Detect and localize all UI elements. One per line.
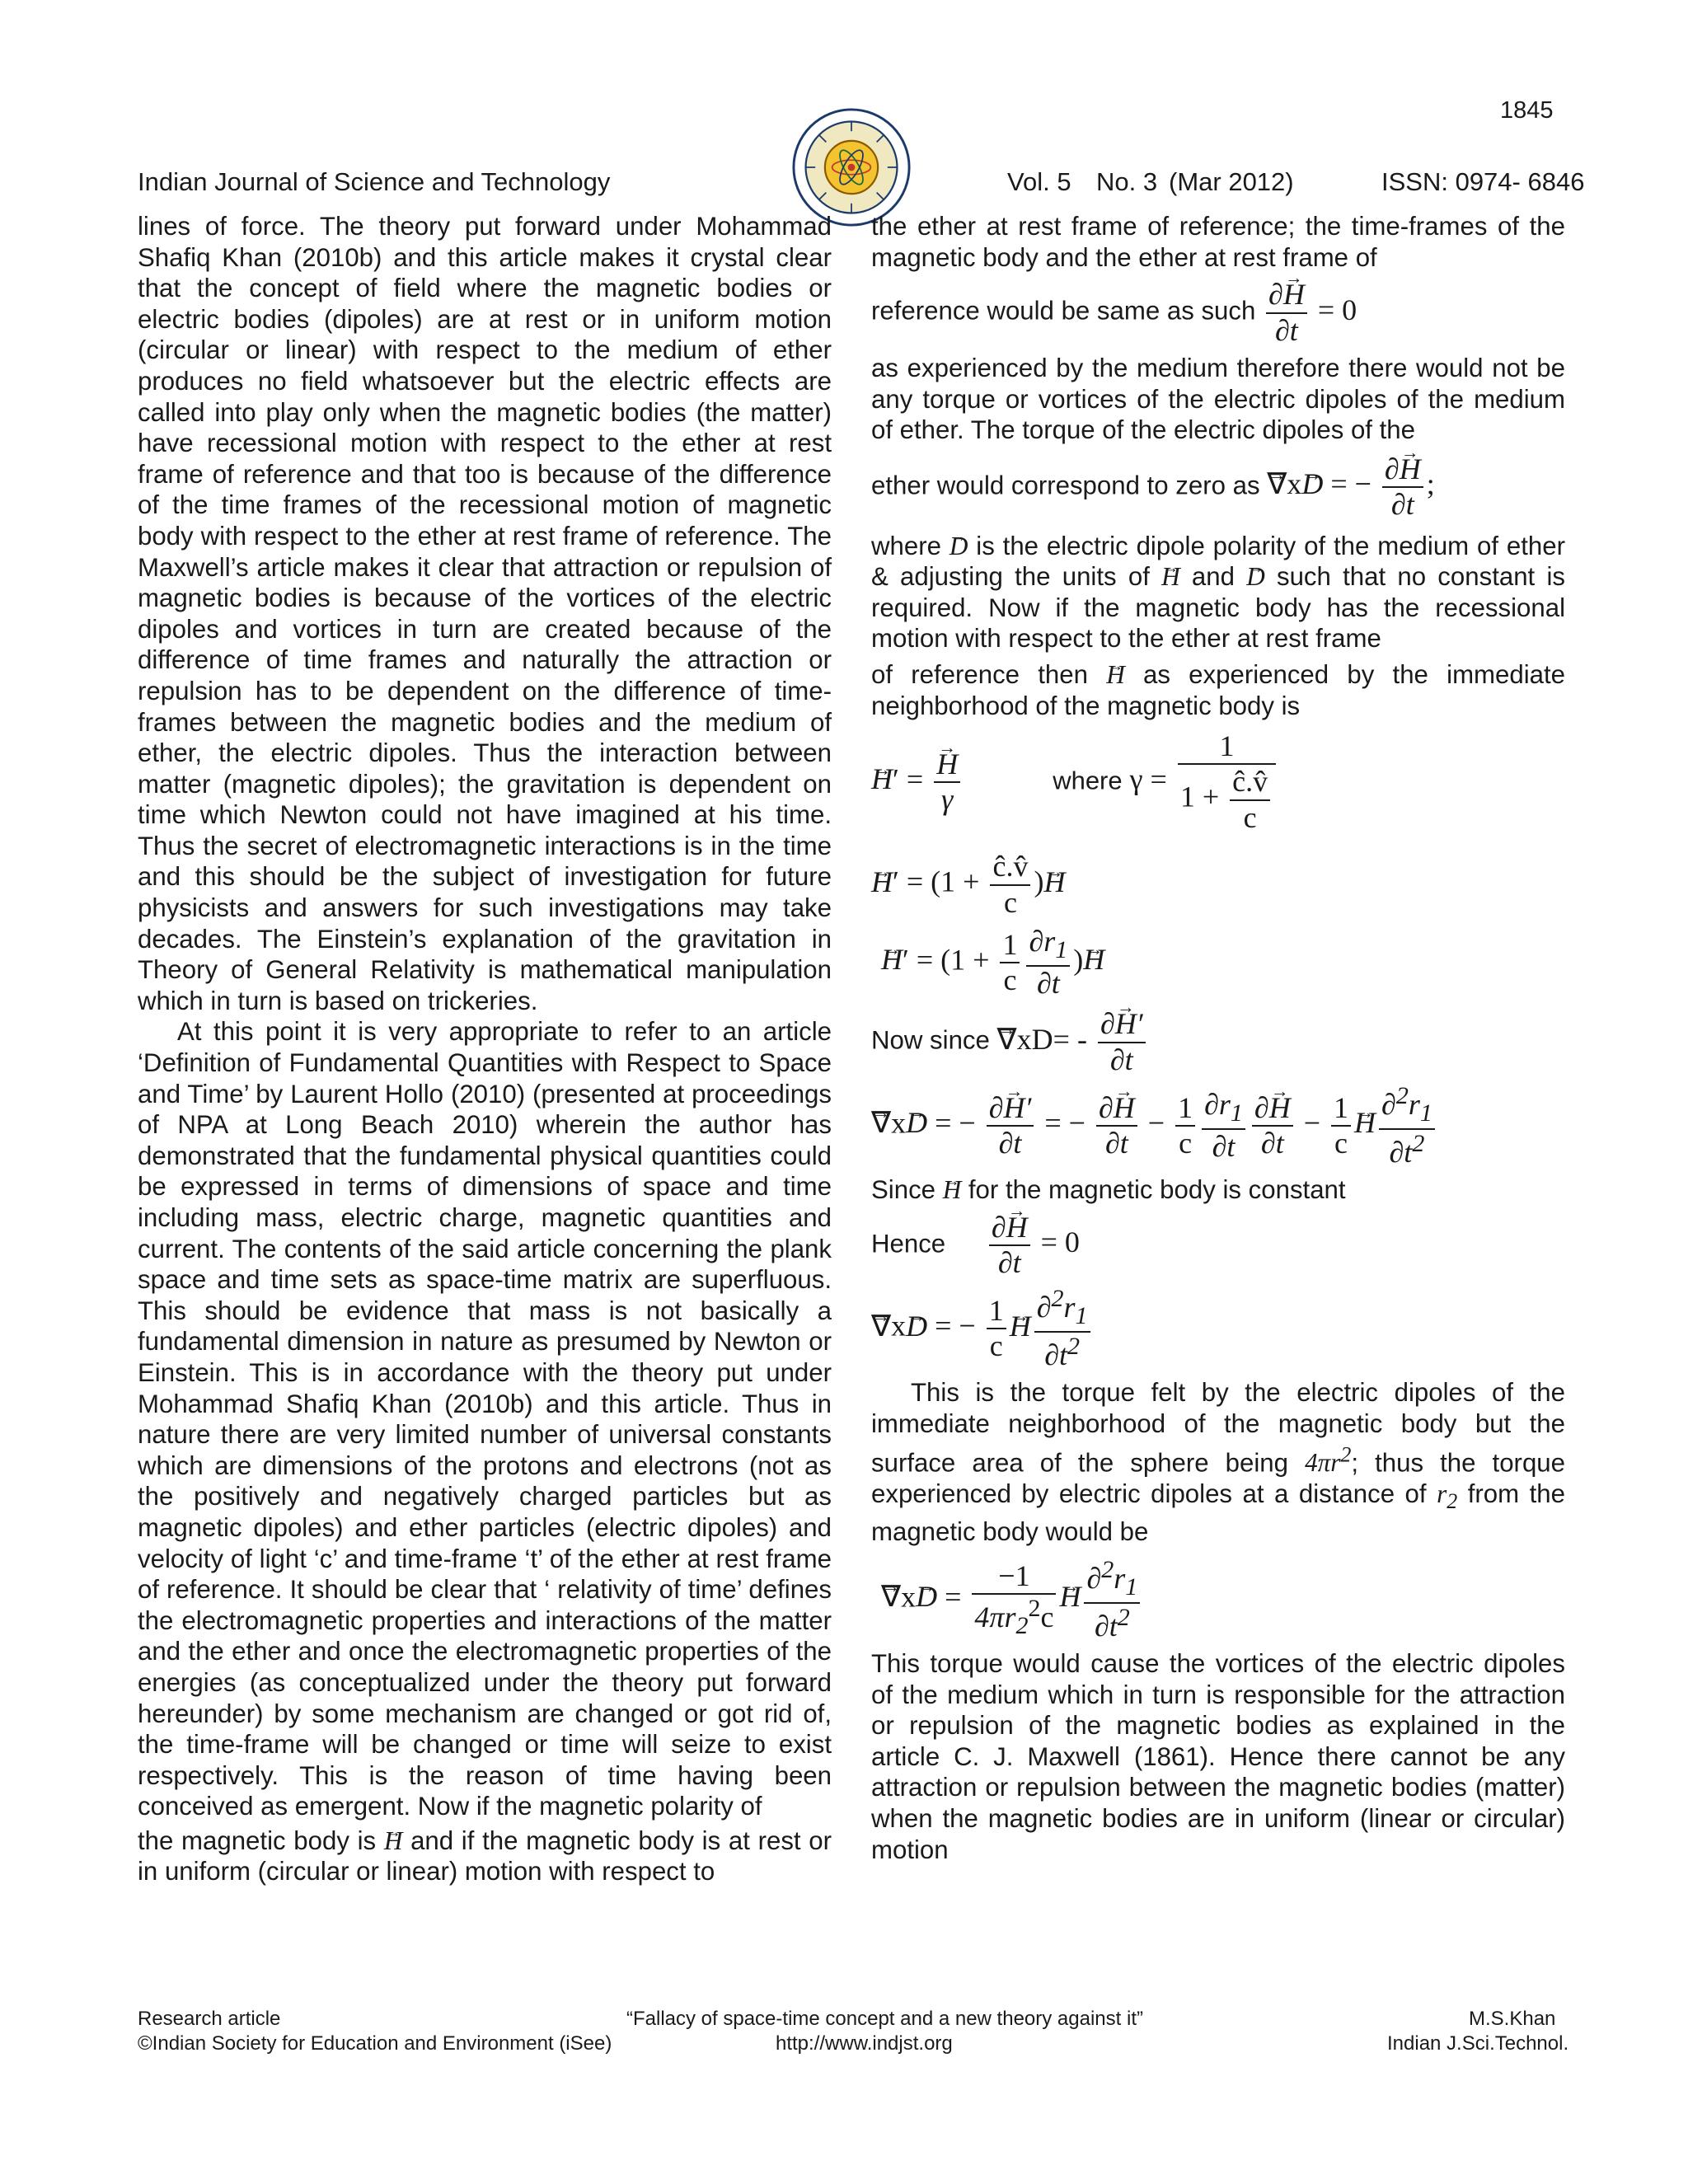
fraction: $\frac{1}{c}$ [1175,1091,1195,1161]
journal-seal-icon [791,107,912,227]
text-span: reference would be same as such [871,296,1256,326]
equation-h-prime-dr: → H′ = (1 + $\frac{1}{c}$ $\frac{\partial r_1}{\partial t}$ )→ H [881,925,1565,1001]
equation-dh-dt-zero: $\frac{\partial\to H}{\partial t}$ = 0 [1263,293,1357,326]
equation-curl-d: → ∇x→ D = − $\frac{\partial\to H}{\partial t}$ ; [1267,467,1435,500]
issue-date: (Mar 2012) [1169,167,1294,196]
text-span: of reference then [871,659,1088,689]
equation-curl-d-result: → ∇x→ D = − $\frac{1}{c}$ → H $\frac{\partial^2r_1}{\partial t^2}$ [871,1285,1565,1372]
issn: ISSN: 0974- 6846 [1381,167,1585,196]
fraction: $\frac{\partial\to H}{\partial t}$ [1096,1091,1137,1161]
right-paragraph-3: as experienced by the medium therefore there would not be any torque or vortices of the electric dipoles of the medium of ether. The torque of the electric dipoles of the [871,353,1565,445]
fraction: $\frac{\partial\to H'}{\partial t}$ [1098,1007,1146,1077]
symbol-d-vector: → D [1246,561,1265,593]
journal-name: Indian Journal of Science and Technology [138,167,611,196]
footer-author: M.S.Khan [1469,2008,1556,2030]
text-span: Now since [871,1025,990,1055]
left-paragraph-1: lines of force. The theory put forward under Mohammad Shafiq Khan (2010b) and this article makes it crystal clear that the concept of field where the magnetic bodies or electric bodies (dipoles) are at rest or in uniform motion (circular or linear) with respect to the medium of ether produces no field whatsoever but the electric effects are called into play only when the magnetic bodies (the matter) have recessional motion with respect to the ether at rest frame of reference and that too is because of the difference of the time frames of the recessional motion of magnetic body with respect to the ether at rest frame of reference. The Maxwell’s article makes it clear that attraction or repulsion of magnetic bodies is because of the vortices of the electric dipoles and vortices in turn are created because of the difference of time frames and naturally the attraction or repulsion has to be dependent on the difference of time-frames between the magnetic bodies and the medium of ether, the electric dipoles. Thus the interaction between matter (magnetic dipoles); the gravitation is dependent on time which Newton could not have imagined at his time. Thus the secret of electromagnetic interactions is in the time and this should be the subject of investigation for future physicists and answers for such investigations may take decades. The Einstein’s explanation of the gravitation in Theory of General Relativity is mathematical manipulation which in turn is based on trickeries. [138,212,832,1015]
text-span: such that no constant is required. Now if the magnetic body has the recessional motion with respect to the ether at rest frame [871,562,1565,654]
right-column [871,211,1565,1865]
text-span: where [871,531,941,560]
equation-curl-d-long: → ∇x→ D = − $\frac{\partial\to H'}{\partial t}$ = − $\frac{\partial\to H}{\partial t}$ − $\frac{1}{c}$ $\frac{\partial r_1}{\partial t}$ $\frac{\partial\to H}{\partial t}$ − $\frac{1}{c}$ → H $\frac{\partial^2r_1}{\partial t^2}$ [871,1082,1565,1169]
fraction: $\frac{1}{c}$ [1000,928,1020,998]
fraction: $\frac{\partial\to H'}{\partial t}$ [987,1091,1034,1161]
now-since-line [871,1007,1565,1077]
right-paragraph-2 [871,278,1565,348]
fraction: $\frac{\partial\to H}{\partial t}$ [1382,452,1423,523]
text-span: Hence [871,1229,946,1258]
text-span: is the electric dipole polarity of the medium of ether & adjusting the units of [871,531,1566,592]
symbol-r2: $r_2$ [1437,1479,1458,1513]
equation-h-prime-gamma: → H′ = → $\frac{H}{\gamma}$ where γ = 1 1 + $\frac{ĉ.v̂}{c}$ [871,729,1565,835]
footer-title: “Fallacy of space-time concept and a new theory against it” [626,2008,1143,2030]
symbol-h-vector: → H [1161,561,1180,593]
fraction: $\frac{\partial\to H}{\partial t}$ [1252,1091,1293,1161]
fraction: $\frac{\partial^2r_1}{\partial t^2}$ [1084,1556,1140,1643]
since-line [871,1174,1565,1206]
left-column [138,211,832,1887]
right-paragraph-8: This torque would cause the vortices of the electric dipoles of the medium which in turn is responsible for the attraction or repulsion of the magnetic bodies as explained in the article C. J. Maxwell (1861). Hence there cannot be any attraction or repulsion between the magnetic bodies (matter) when the magnetic bodies are in uniform (linear or circular) motion [871,1649,1565,1864]
symbol-h-vector: → H [384,1825,403,1857]
fraction: $\frac{1}{c}$ [987,1294,1006,1364]
text-span: This is the torque felt by the electric dipoles of the immediate neighborhood of the magnetic body but the surface area of the sphere being [871,1378,1565,1478]
volume: Vol. 5 [1007,167,1071,196]
fraction: → $\frac{H}{\gamma}$ [934,748,960,818]
equation-curl-d-distance: → ∇x→ D = $\frac{-1}{4\pi r_2^2c}$ → H $\frac{\partial^2r_1}{\partial t^2}$ [881,1556,1565,1643]
footer-article-type: Research article [138,2008,281,2030]
right-paragraph-5 [871,531,1565,654]
right-paragraph-7 [871,1377,1565,1548]
fraction: $\frac{\partial^2r_1}{\partial t^2}$ [1379,1082,1435,1169]
fraction: $\frac{\partial\to H}{\partial t}$ [1266,278,1307,348]
symbol-4pi-r2: $4\pi r^2$ [1305,1442,1352,1478]
hence-line [871,1211,1565,1281]
issue-number: No. 3 [1096,167,1158,196]
fraction: $\frac{\partial\to H}{\partial t}$ [989,1211,1030,1281]
equation-hence: $\frac{\partial\to H}{\partial t}$ = 0 [986,1226,1080,1258]
right-paragraph-1: the ether at rest frame of reference; the time-frames of the magnetic body and the ether at rest frame of [871,212,1565,272]
text-span: ether would correspond to zero as [871,471,1260,500]
where-label: where [1053,766,1123,795]
left-paragraph-2-end [138,1825,832,1887]
fraction: $\frac{\partial r_1}{\partial t}$ [1202,1088,1245,1164]
text-span: as experienced by the immediate neighborhood of the magnetic body is [871,659,1565,720]
text-span: from the magnetic body would be [871,1479,1565,1547]
page-number: 1845 [1500,97,1554,124]
fraction: $\frac{-1}{4\pi r_2^2c}$ [972,1559,1056,1641]
right-paragraph-6 [871,659,1565,721]
symbol-h-vector: → H [1106,659,1125,691]
symbol-h-vector: → H [943,1174,962,1206]
right-paragraph-4 [871,452,1565,523]
footer-url[interactable]: http://www.indjst.org [776,2032,953,2055]
fraction: $\frac{\partial r_1}{\partial t}$ [1026,925,1070,1001]
fraction: $\frac{ĉ.v̂}{c}$ [990,850,1030,920]
text-span: Since [871,1174,936,1204]
footer-journal-abbrev: Indian J.Sci.Technol. [1387,2032,1569,2055]
symbol-d-vector: → D [950,531,968,562]
fraction: $\frac{1}{c}$ [1331,1091,1351,1161]
equation-curl-d-hprime: → ∇xD= - $\frac{\partial\to H'}{\partial t}$ [997,1023,1149,1056]
text-span: for the magnetic body is constant [968,1174,1346,1204]
text-span: and [1191,562,1235,592]
left-paragraph-2: At this point it is very appropriate to refer to an article ‘Definition of Fundamental Quantities with Respect to Space and Time’ by Laurent Hollo (2010) (presented at proceedings of NPA at Long Beach 2010) wherein the author has demonstrated that the fundamental physical quantities could be expressed in terms of dimensions of space and time including mass, electric charge, magnetic quantities and current. The contents of the said article concerning the plank space and time sets as space-time matrix are superfluous. This should be evidence that mass is not basically a fundamental dimension in nature as presumed by Newton or Einstein. This is in accordance with the theory put under Mohammad Shafiq Khan (2010b) and this article. Thus in nature there are very limited number of universal constants which are dimensions of the protons and electrons (not as the positively and negatively charged particles but as magnetic dipoles) and ether particles (electric dipoles) and velocity of light ‘c’ and time-frame ‘t’ of the ether at rest frame of reference. It should be clear that ‘ relativity of time’ defines the electromagnetic properties and interactions of the matter and the ether and once the electromagnetic properties of the energies (as conceptualized under the theory put forward hereunder) by some mechanism are changed or got rid of, the time-frame will be changed or time will seize to exist respectively. This is the reason of time having been conceived as emergent. Now if the magnetic polarity of [138,1017,832,1821]
footer-publisher: ©Indian Society for Education and Environment (iSee) [138,2032,612,2055]
text-span: the magnetic body is [138,1825,377,1855]
text-span: and if the magnetic body is at rest or in uniform (circular or linear) motion with respect to [138,1825,832,1886]
text-span: ; thus the torque experienced by electric dipoles at a distance of [871,1448,1565,1508]
fraction: 1 1 + $\frac{ĉ.v̂}{c}$ [1178,729,1276,835]
fraction: $\frac{\partial^2r_1}{\partial t^2}$ [1034,1285,1090,1372]
equation-h-prime-expanded: → H′ = (1 + $\frac{ĉ.v̂}{c}$ )→ H [871,850,1565,920]
